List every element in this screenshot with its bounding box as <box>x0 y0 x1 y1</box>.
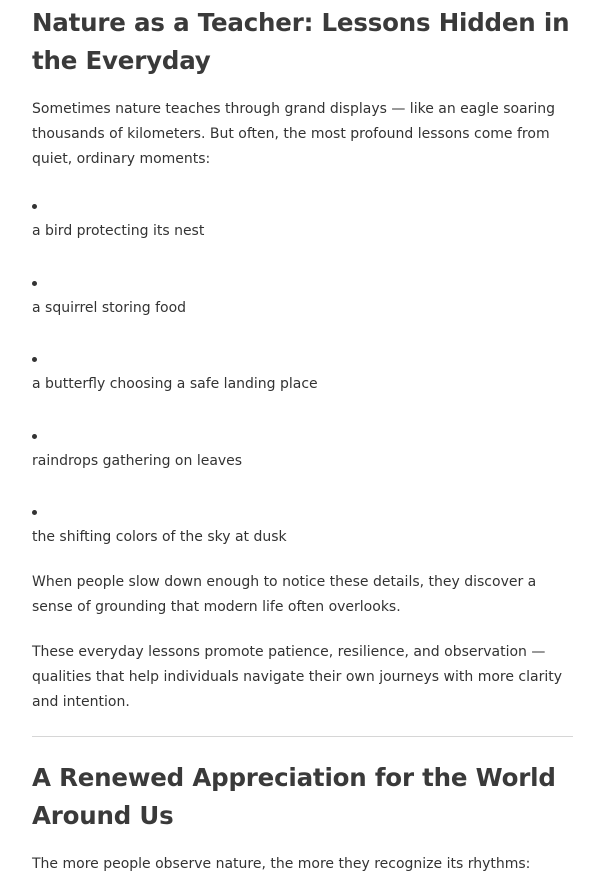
list-item-text: a butterfly choosing a safe landing place <box>32 376 318 392</box>
list-item <box>32 347 573 424</box>
list-item <box>32 271 573 348</box>
list-item-text: raindrops gathering on leaves <box>32 452 243 469</box>
list-item <box>32 500 573 577</box>
list-item-text: a bird protecting its nest <box>32 223 205 239</box>
section-divider <box>32 736 573 737</box>
section-heading-renewed-appreciation: A Renewed Appreciation for the World Around Us <box>32 763 556 830</box>
bullet-icon <box>32 204 37 209</box>
slow-down-paragraph: When people slow down enough to notice these details, they discover a sense of grounding that modern life often overlooks. <box>32 574 537 615</box>
bullet-icon <box>32 281 37 286</box>
list-item <box>32 194 573 271</box>
everyday-lessons-paragraph: These everyday lessons promote patience, resilience, and observation — qualities that help individuals navigate their own journeys with more clarity and intention. <box>32 644 562 710</box>
rhythms-paragraph: The more people observe nature, the more they recognize its rhythms: <box>32 856 531 872</box>
everyday-moments-list <box>32 194 573 577</box>
bullet-icon <box>32 434 37 439</box>
list-item-text: the shifting colors of the sky at dusk <box>32 529 287 545</box>
list-item-text: a squirrel storing food <box>32 299 187 316</box>
bullet-icon <box>32 510 37 515</box>
bullet-icon <box>32 357 37 362</box>
list-item <box>32 424 573 501</box>
intro-paragraph: Sometimes nature teaches through grand displays — like an eagle soaring thousands of kilometers. But often, the most profound lessons come from quiet, ordinary moments: <box>32 101 556 167</box>
section-heading-nature-as-teacher: Nature as a Teacher: Lessons Hidden in the Everyday <box>32 8 570 75</box>
